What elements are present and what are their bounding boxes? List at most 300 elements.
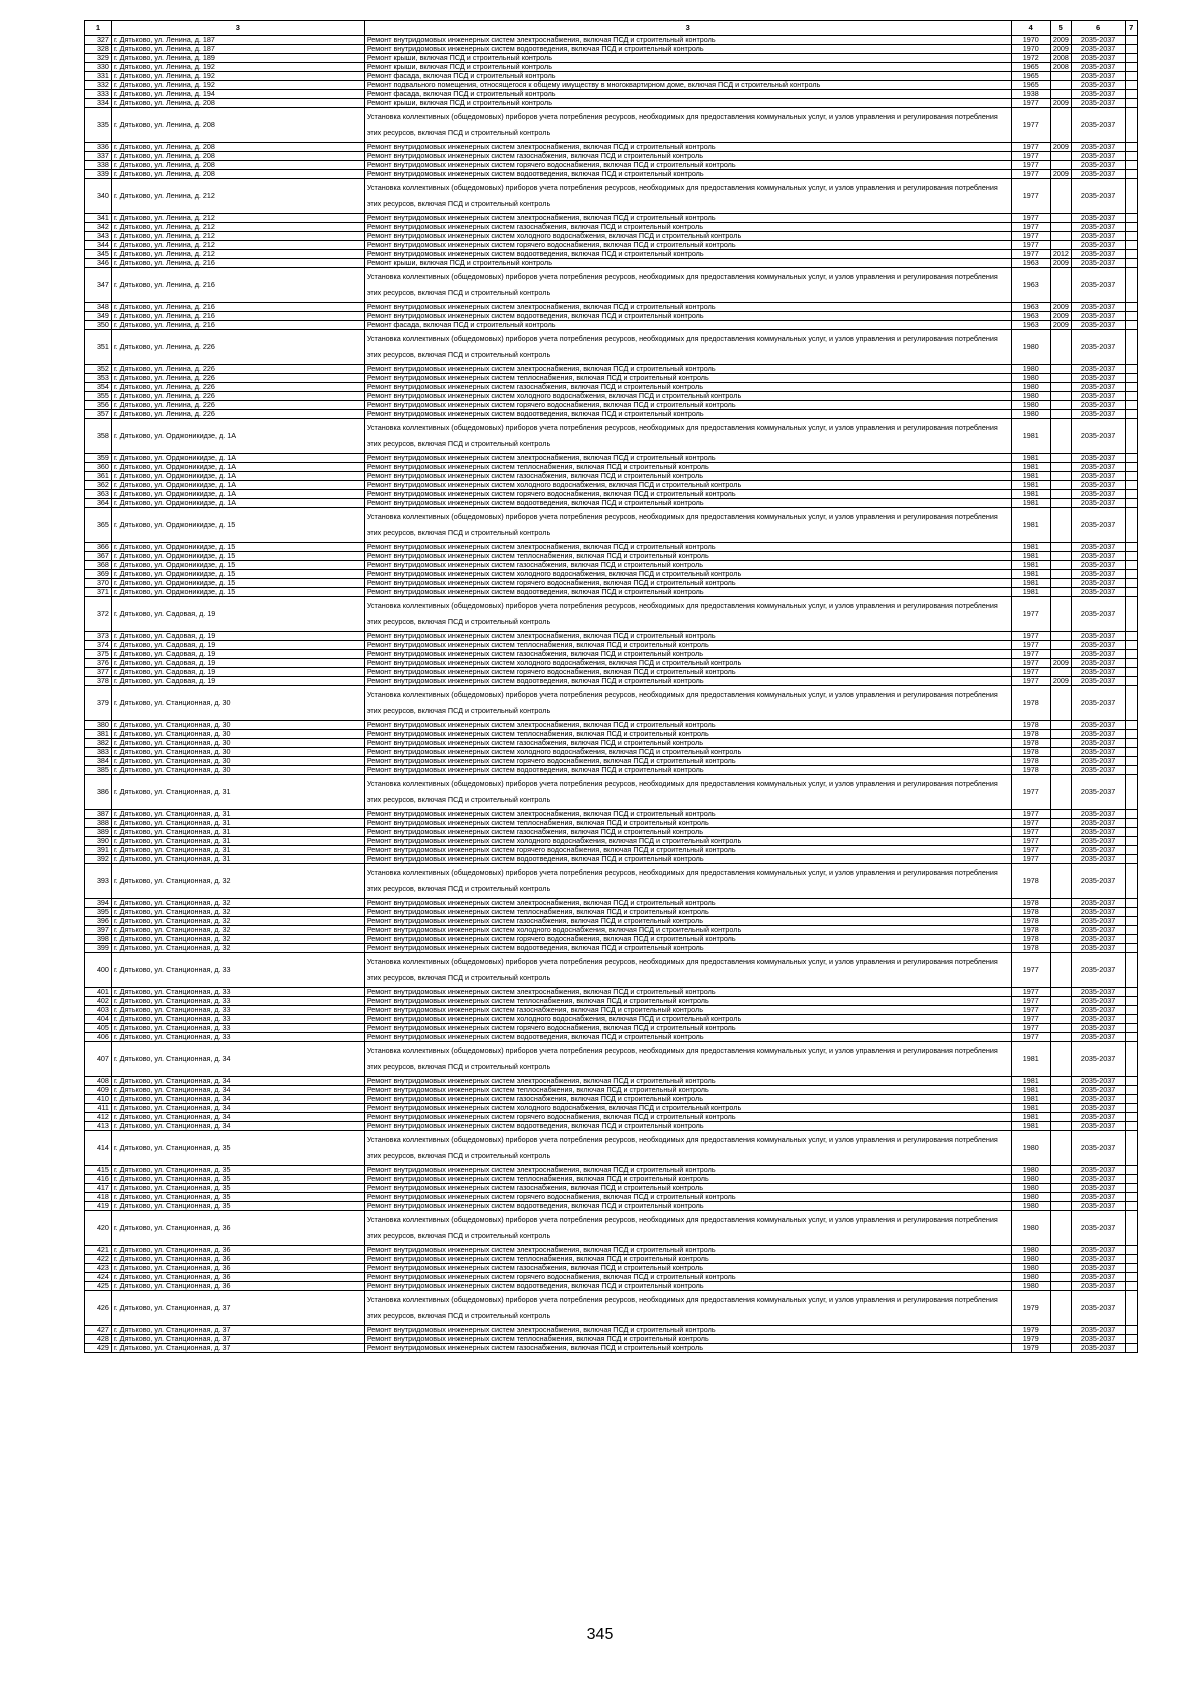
build-year-cell: 1977	[1011, 179, 1050, 214]
table-row	[85, 36, 1138, 45]
build-year-cell: 1978	[1011, 944, 1050, 953]
last-repair-year-cell	[1050, 757, 1071, 766]
last-repair-year-cell	[1050, 161, 1071, 170]
work-type-cell: Ремонт внутридомовых инженерных систем теплоснабжения, включая ПСД и строительный контроль	[364, 908, 1011, 917]
last-repair-year-cell	[1050, 1086, 1071, 1095]
planned-period-cell: 2035-2037	[1071, 1246, 1125, 1255]
row-number-cell: 421	[85, 1246, 112, 1255]
last-repair-year-cell: 2009	[1050, 45, 1071, 54]
table-row	[85, 1344, 1138, 1353]
build-year-cell: 1980	[1011, 1246, 1050, 1255]
last-repair-year-cell: 2009	[1050, 170, 1071, 179]
address-cell: г. Дятьково, ул. Станционная, д. 34	[111, 1077, 364, 1086]
planned-period-cell: 2035-2037	[1071, 543, 1125, 552]
address-cell: г. Дятьково, ул. Ленина, д. 226	[111, 410, 364, 419]
build-year-cell: 1977	[1011, 988, 1050, 997]
last-repair-year-cell	[1050, 1095, 1071, 1104]
build-year-cell: 1977	[1011, 828, 1050, 837]
row-number-cell: 418	[85, 1193, 112, 1202]
row-number-cell: 383	[85, 748, 112, 757]
build-year-cell: 1970	[1011, 45, 1050, 54]
address-cell: г. Дятьково, ул. Станционная, д. 37	[111, 1335, 364, 1344]
table-row	[85, 837, 1138, 846]
row-number-cell: 412	[85, 1113, 112, 1122]
build-year-cell: 1977	[1011, 659, 1050, 668]
note-cell	[1125, 1291, 1137, 1326]
work-type-cell: Ремонт внутридомовых инженерных систем электроснабжения, включая ПСД и строительный контроль	[364, 721, 1011, 730]
row-number-cell: 348	[85, 303, 112, 312]
build-year-cell: 1963	[1011, 303, 1050, 312]
row-number-cell: 395	[85, 908, 112, 917]
row-number-cell: 351	[85, 330, 112, 365]
planned-period-cell: 2035-2037	[1071, 303, 1125, 312]
build-year-cell: 1981	[1011, 508, 1050, 543]
build-year-cell: 1981	[1011, 481, 1050, 490]
work-type-cell: Ремонт внутридомовых инженерных систем электроснабжения, включая ПСД и строительный контроль	[364, 214, 1011, 223]
last-repair-year-cell	[1050, 1211, 1071, 1246]
note-cell	[1125, 214, 1137, 223]
table-row	[85, 419, 1138, 454]
work-type-cell: Установка коллективных (общедомовых) приборов учета потребления ресурсов, необходимых для предоставления коммунальных услуг, и узлов управления и регулирования потребления этих ресурсов, включая ПСД и строительный контроль	[364, 1211, 1011, 1246]
table-row	[85, 410, 1138, 419]
last-repair-year-cell	[1050, 748, 1071, 757]
table-row	[85, 99, 1138, 108]
last-repair-year-cell	[1050, 72, 1071, 81]
note-cell	[1125, 570, 1137, 579]
last-repair-year-cell	[1050, 1202, 1071, 1211]
build-year-cell: 1977	[1011, 214, 1050, 223]
last-repair-year-cell	[1050, 1264, 1071, 1273]
work-type-cell: Ремонт внутридомовых инженерных систем электроснабжения, включая ПСД и строительный контроль	[364, 454, 1011, 463]
last-repair-year-cell	[1050, 953, 1071, 988]
planned-period-cell: 2035-2037	[1071, 99, 1125, 108]
address-cell: г. Дятьково, ул. Станционная, д. 36	[111, 1273, 364, 1282]
work-type-cell: Ремонт внутридомовых инженерных систем теплоснабжения, включая ПСД и строительный контроль	[364, 552, 1011, 561]
work-type-cell: Ремонт внутридомовых инженерных систем электроснабжения, включая ПСД и строительный контроль	[364, 899, 1011, 908]
address-cell: г. Дятьково, ул. Станционная, д. 35	[111, 1166, 364, 1175]
planned-period-cell: 2035-2037	[1071, 410, 1125, 419]
table-row	[85, 1015, 1138, 1024]
note-cell	[1125, 1122, 1137, 1131]
note-cell	[1125, 597, 1137, 632]
note-cell	[1125, 721, 1137, 730]
note-cell	[1125, 997, 1137, 1006]
build-year-cell: 1980	[1011, 1255, 1050, 1264]
planned-period-cell: 2035-2037	[1071, 232, 1125, 241]
build-year-cell: 1978	[1011, 908, 1050, 917]
address-cell: г. Дятьково, ул. Ленина, д. 208	[111, 170, 364, 179]
planned-period-cell: 2035-2037	[1071, 632, 1125, 641]
table-row	[85, 63, 1138, 72]
table-row	[85, 828, 1138, 837]
build-year-cell: 1978	[1011, 757, 1050, 766]
planned-period-cell: 2035-2037	[1071, 944, 1125, 953]
last-repair-year-cell	[1050, 490, 1071, 499]
build-year-cell: 1978	[1011, 686, 1050, 721]
note-cell	[1125, 1326, 1137, 1335]
build-year-cell: 1979	[1011, 1335, 1050, 1344]
work-type-cell: Ремонт внутридомовых инженерных систем горячего водоснабжения, включая ПСД и строительный контроль	[364, 757, 1011, 766]
work-type-cell: Ремонт внутридомовых инженерных систем электроснабжения, включая ПСД и строительный контроль	[364, 543, 1011, 552]
note-cell	[1125, 143, 1137, 152]
note-cell	[1125, 1033, 1137, 1042]
last-repair-year-cell	[1050, 454, 1071, 463]
row-number-cell: 410	[85, 1095, 112, 1104]
last-repair-year-cell	[1050, 917, 1071, 926]
planned-period-cell: 2035-2037	[1071, 1042, 1125, 1077]
last-repair-year-cell	[1050, 641, 1071, 650]
note-cell	[1125, 641, 1137, 650]
last-repair-year-cell	[1050, 330, 1071, 365]
build-year-cell: 1980	[1011, 1166, 1050, 1175]
work-type-cell: Ремонт внутридомовых инженерных систем электроснабжения, включая ПСД и строительный контроль	[364, 365, 1011, 374]
address-cell: г. Дятьково, ул. Орджоникидзе, д. 1А	[111, 463, 364, 472]
planned-period-cell: 2035-2037	[1071, 837, 1125, 846]
last-repair-year-cell	[1050, 108, 1071, 143]
build-year-cell: 1977	[1011, 597, 1050, 632]
last-repair-year-cell	[1050, 1291, 1071, 1326]
table-row	[85, 899, 1138, 908]
work-type-cell: Ремонт внутридомовых инженерных систем газоснабжения, включая ПСД и строительный контроль	[364, 561, 1011, 570]
note-cell	[1125, 170, 1137, 179]
planned-period-cell: 2035-2037	[1071, 1086, 1125, 1095]
planned-period-cell: 2035-2037	[1071, 1273, 1125, 1282]
row-number-cell: 359	[85, 454, 112, 463]
build-year-cell: 1981	[1011, 579, 1050, 588]
address-cell: г. Дятьково, ул. Станционная, д. 35	[111, 1202, 364, 1211]
last-repair-year-cell	[1050, 268, 1071, 303]
planned-period-cell: 2035-2037	[1071, 463, 1125, 472]
note-cell	[1125, 481, 1137, 490]
last-repair-year-cell	[1050, 1166, 1071, 1175]
table-row	[85, 232, 1138, 241]
table-row	[85, 1264, 1138, 1273]
last-repair-year-cell	[1050, 570, 1071, 579]
last-repair-year-cell	[1050, 908, 1071, 917]
table-row	[85, 90, 1138, 99]
address-cell: г. Дятьково, ул. Станционная, д. 31	[111, 828, 364, 837]
table-row	[85, 855, 1138, 864]
address-cell: г. Дятьково, ул. Станционная, д. 34	[111, 1042, 364, 1077]
work-type-cell: Ремонт крыши, включая ПСД и строительный контроль	[364, 99, 1011, 108]
build-year-cell: 1981	[1011, 490, 1050, 499]
table-row	[85, 552, 1138, 561]
header-row	[85, 21, 1138, 36]
note-cell	[1125, 152, 1137, 161]
last-repair-year-cell	[1050, 632, 1071, 641]
work-type-cell: Ремонт фасада, включая ПСД и строительный контроль	[364, 321, 1011, 330]
row-number-cell: 353	[85, 374, 112, 383]
row-number-cell: 328	[85, 45, 112, 54]
table-row	[85, 1246, 1138, 1255]
table-row	[85, 268, 1138, 303]
address-cell: г. Дятьково, ул. Садовая, д. 19	[111, 668, 364, 677]
work-type-cell: Ремонт внутридомовых инженерных систем водоотведения, включая ПСД и строительный контроль	[364, 1282, 1011, 1291]
address-cell: г. Дятьково, ул. Ленина, д. 208	[111, 99, 364, 108]
row-number-cell: 388	[85, 819, 112, 828]
table-row	[85, 152, 1138, 161]
last-repair-year-cell	[1050, 552, 1071, 561]
last-repair-year-cell	[1050, 846, 1071, 855]
address-cell: г. Дятьково, ул. Станционная, д. 30	[111, 739, 364, 748]
planned-period-cell: 2035-2037	[1071, 401, 1125, 410]
build-year-cell: 1980	[1011, 392, 1050, 401]
work-type-cell: Ремонт внутридомовых инженерных систем электроснабжения, включая ПСД и строительный контроль	[364, 810, 1011, 819]
table-row	[85, 810, 1138, 819]
address-cell: г. Дятьково, ул. Станционная, д. 31	[111, 810, 364, 819]
work-type-cell: Ремонт внутридомовых инженерных систем газоснабжения, включая ПСД и строительный контроль	[364, 1344, 1011, 1353]
address-cell: г. Дятьково, ул. Орджоникидзе, д. 1А	[111, 454, 364, 463]
note-cell	[1125, 1264, 1137, 1273]
build-year-cell: 1981	[1011, 561, 1050, 570]
note-cell	[1125, 810, 1137, 819]
address-cell: г. Дятьково, ул. Станционная, д. 31	[111, 819, 364, 828]
planned-period-cell: 2035-2037	[1071, 1193, 1125, 1202]
row-number-cell: 349	[85, 312, 112, 321]
work-type-cell: Ремонт внутридомовых инженерных систем холодного водоснабжения, включая ПСД и строительный контроль	[364, 659, 1011, 668]
last-repair-year-cell	[1050, 241, 1071, 250]
last-repair-year-cell	[1050, 152, 1071, 161]
build-year-cell: 1977	[1011, 99, 1050, 108]
row-number-cell: 347	[85, 268, 112, 303]
last-repair-year-cell	[1050, 855, 1071, 864]
table-row	[85, 1326, 1138, 1335]
planned-period-cell: 2035-2037	[1071, 312, 1125, 321]
table-row	[85, 312, 1138, 321]
address-cell: г. Дятьково, ул. Ленина, д. 212	[111, 241, 364, 250]
address-cell: г. Дятьково, ул. Орджоникидзе, д. 1А	[111, 499, 364, 508]
address-cell: г. Дятьково, ул. Ленина, д. 212	[111, 214, 364, 223]
address-cell: г. Дятьково, ул. Орджоникидзе, д. 15	[111, 508, 364, 543]
last-repair-year-cell	[1050, 1282, 1071, 1291]
planned-period-cell: 2035-2037	[1071, 392, 1125, 401]
build-year-cell: 1963	[1011, 321, 1050, 330]
address-cell: г. Дятьково, ул. Станционная, д. 32	[111, 917, 364, 926]
planned-period-cell: 2035-2037	[1071, 161, 1125, 170]
build-year-cell: 1981	[1011, 419, 1050, 454]
work-type-cell: Ремонт внутридомовых инженерных систем холодного водоснабжения, включая ПСД и строительный контроль	[364, 570, 1011, 579]
work-type-cell: Ремонт подвального помещения, относящегося к общему имуществу в многоквартирном доме, включая ПСД и строительный контроль	[364, 81, 1011, 90]
table-row	[85, 570, 1138, 579]
note-cell	[1125, 241, 1137, 250]
table-row	[85, 383, 1138, 392]
note-cell	[1125, 392, 1137, 401]
planned-period-cell: 2035-2037	[1071, 259, 1125, 268]
address-cell: г. Дятьково, ул. Станционная, д. 33	[111, 1006, 364, 1015]
planned-period-cell: 2035-2037	[1071, 472, 1125, 481]
build-year-cell: 1981	[1011, 1095, 1050, 1104]
note-cell	[1125, 543, 1137, 552]
last-repair-year-cell	[1050, 81, 1071, 90]
last-repair-year-cell	[1050, 988, 1071, 997]
planned-period-cell: 2035-2037	[1071, 330, 1125, 365]
last-repair-year-cell	[1050, 686, 1071, 721]
address-cell: г. Дятьково, ул. Станционная, д. 35	[111, 1175, 364, 1184]
note-cell	[1125, 1282, 1137, 1291]
table-row	[85, 1033, 1138, 1042]
address-cell: г. Дятьково, ул. Станционная, д. 31	[111, 846, 364, 855]
row-number-cell: 341	[85, 214, 112, 223]
build-year-cell: 1980	[1011, 410, 1050, 419]
table-row	[85, 223, 1138, 232]
note-cell	[1125, 561, 1137, 570]
last-repair-year-cell	[1050, 864, 1071, 899]
address-cell: г. Дятьково, ул. Ленина, д. 212	[111, 250, 364, 259]
planned-period-cell: 2035-2037	[1071, 1282, 1125, 1291]
note-cell	[1125, 953, 1137, 988]
row-number-cell: 330	[85, 63, 112, 72]
note-cell	[1125, 686, 1137, 721]
planned-period-cell: 2035-2037	[1071, 179, 1125, 214]
build-year-cell: 1977	[1011, 108, 1050, 143]
table-row	[85, 463, 1138, 472]
address-cell: г. Дятьково, ул. Станционная, д. 35	[111, 1131, 364, 1166]
row-number-cell: 366	[85, 543, 112, 552]
table-row	[85, 1282, 1138, 1291]
last-repair-year-cell	[1050, 1273, 1071, 1282]
note-cell	[1125, 1246, 1137, 1255]
build-year-cell: 1977	[1011, 650, 1050, 659]
last-repair-year-cell: 2009	[1050, 321, 1071, 330]
table-row	[85, 1166, 1138, 1175]
last-repair-year-cell	[1050, 472, 1071, 481]
row-number-cell: 343	[85, 232, 112, 241]
last-repair-year-cell: 2012	[1050, 250, 1071, 259]
address-cell: г. Дятьково, ул. Станционная, д. 36	[111, 1264, 364, 1273]
planned-period-cell: 2035-2037	[1071, 1344, 1125, 1353]
address-cell: г. Дятьково, ул. Станционная, д. 36	[111, 1246, 364, 1255]
table-row	[85, 1193, 1138, 1202]
planned-period-cell: 2035-2037	[1071, 241, 1125, 250]
build-year-cell: 1981	[1011, 1077, 1050, 1086]
note-cell	[1125, 179, 1137, 214]
note-cell	[1125, 1113, 1137, 1122]
last-repair-year-cell	[1050, 543, 1071, 552]
note-cell	[1125, 45, 1137, 54]
planned-period-cell: 2035-2037	[1071, 108, 1125, 143]
address-cell: г. Дятьково, ул. Садовая, д. 19	[111, 659, 364, 668]
note-cell	[1125, 410, 1137, 419]
address-cell: г. Дятьково, ул. Орджоникидзе, д. 15	[111, 588, 364, 597]
row-number-cell: 415	[85, 1166, 112, 1175]
planned-period-cell: 2035-2037	[1071, 63, 1125, 72]
row-number-cell: 375	[85, 650, 112, 659]
build-year-cell: 1978	[1011, 935, 1050, 944]
planned-period-cell: 2035-2037	[1071, 81, 1125, 90]
build-year-cell: 1977	[1011, 232, 1050, 241]
work-type-cell: Ремонт внутридомовых инженерных систем теплоснабжения, включая ПСД и строительный контроль	[364, 641, 1011, 650]
build-year-cell: 1981	[1011, 499, 1050, 508]
build-year-cell: 1965	[1011, 63, 1050, 72]
last-repair-year-cell	[1050, 1326, 1071, 1335]
address-cell: г. Дятьково, ул. Станционная, д. 36	[111, 1211, 364, 1246]
table-row	[85, 579, 1138, 588]
last-repair-year-cell	[1050, 926, 1071, 935]
row-number-cell: 423	[85, 1264, 112, 1273]
planned-period-cell: 2035-2037	[1071, 45, 1125, 54]
row-number-cell: 425	[85, 1282, 112, 1291]
address-cell: г. Дятьково, ул. Ленина, д. 212	[111, 179, 364, 214]
last-repair-year-cell	[1050, 935, 1071, 944]
build-year-cell: 1981	[1011, 570, 1050, 579]
row-number-cell: 392	[85, 855, 112, 864]
planned-period-cell: 2035-2037	[1071, 1291, 1125, 1326]
planned-period-cell: 2035-2037	[1071, 739, 1125, 748]
work-type-cell: Ремонт внутридомовых инженерных систем газоснабжения, включая ПСД и строительный контроль	[364, 917, 1011, 926]
build-year-cell: 1977	[1011, 819, 1050, 828]
row-number-cell: 386	[85, 775, 112, 810]
table-row	[85, 365, 1138, 374]
row-number-cell: 414	[85, 1131, 112, 1166]
address-cell: г. Дятьково, ул. Станционная, д. 32	[111, 899, 364, 908]
row-number-cell: 356	[85, 401, 112, 410]
table-row	[85, 1255, 1138, 1264]
last-repair-year-cell	[1050, 419, 1071, 454]
build-year-cell: 1963	[1011, 312, 1050, 321]
planned-period-cell: 2035-2037	[1071, 214, 1125, 223]
build-year-cell: 1980	[1011, 1264, 1050, 1273]
address-cell: г. Дятьково, ул. Станционная, д. 36	[111, 1282, 364, 1291]
build-year-cell: 1977	[1011, 810, 1050, 819]
header-cell-6: 6	[1071, 21, 1125, 36]
planned-period-cell: 2035-2037	[1071, 250, 1125, 259]
note-cell	[1125, 1175, 1137, 1184]
last-repair-year-cell: 2008	[1050, 63, 1071, 72]
work-type-cell: Установка коллективных (общедомовых) приборов учета потребления ресурсов, необходимых для предоставления коммунальных услуг, и узлов управления и регулирования потребления этих ресурсов, включая ПСД и строительный контроль	[364, 268, 1011, 303]
last-repair-year-cell	[1050, 899, 1071, 908]
table-row	[85, 864, 1138, 899]
table-row	[85, 481, 1138, 490]
work-type-cell: Установка коллективных (общедомовых) приборов учета потребления ресурсов, необходимых для предоставления коммунальных услуг, и узлов управления и регулирования потребления этих ресурсов, включая ПСД и строительный контроль	[364, 508, 1011, 543]
build-year-cell: 1977	[1011, 775, 1050, 810]
table-row	[85, 214, 1138, 223]
build-year-cell: 1979	[1011, 1344, 1050, 1353]
last-repair-year-cell	[1050, 1193, 1071, 1202]
build-year-cell: 1980	[1011, 1184, 1050, 1193]
row-number-cell: 342	[85, 223, 112, 232]
table-row	[85, 508, 1138, 543]
row-number-cell: 332	[85, 81, 112, 90]
last-repair-year-cell	[1050, 232, 1071, 241]
work-type-cell: Ремонт внутридомовых инженерных систем холодного водоснабжения, включая ПСД и строительный контроль	[364, 481, 1011, 490]
build-year-cell: 1980	[1011, 1131, 1050, 1166]
planned-period-cell: 2035-2037	[1071, 1326, 1125, 1335]
header-cell-3: 3	[364, 21, 1011, 36]
planned-period-cell: 2035-2037	[1071, 668, 1125, 677]
planned-period-cell: 2035-2037	[1071, 846, 1125, 855]
work-type-cell: Установка коллективных (общедомовых) приборов учета потребления ресурсов, необходимых для предоставления коммунальных услуг, и узлов управления и регулирования потребления этих ресурсов, включая ПСД и строительный контроль	[364, 597, 1011, 632]
note-cell	[1125, 508, 1137, 543]
work-type-cell: Установка коллективных (общедомовых) приборов учета потребления ресурсов, необходимых для предоставления коммунальных услуг, и узлов управления и регулирования потребления этих ресурсов, включая ПСД и строительный контроль	[364, 1131, 1011, 1166]
work-type-cell: Ремонт внутридомовых инженерных систем электроснабжения, включая ПСД и строительный контроль	[364, 1166, 1011, 1175]
last-repair-year-cell	[1050, 1104, 1071, 1113]
planned-period-cell: 2035-2037	[1071, 1184, 1125, 1193]
row-number-cell: 422	[85, 1255, 112, 1264]
note-cell	[1125, 259, 1137, 268]
address-cell: г. Дятьково, ул. Ленина, д. 208	[111, 152, 364, 161]
last-repair-year-cell	[1050, 223, 1071, 232]
note-cell	[1125, 899, 1137, 908]
planned-period-cell: 2035-2037	[1071, 908, 1125, 917]
note-cell	[1125, 944, 1137, 953]
work-type-cell: Ремонт внутридомовых инженерных систем газоснабжения, включая ПСД и строительный контроль	[364, 650, 1011, 659]
table-row	[85, 926, 1138, 935]
row-number-cell: 426	[85, 1291, 112, 1326]
build-year-cell: 1981	[1011, 472, 1050, 481]
row-number-cell: 394	[85, 899, 112, 908]
note-cell	[1125, 72, 1137, 81]
address-cell: г. Дятьково, ул. Ленина, д. 216	[111, 312, 364, 321]
